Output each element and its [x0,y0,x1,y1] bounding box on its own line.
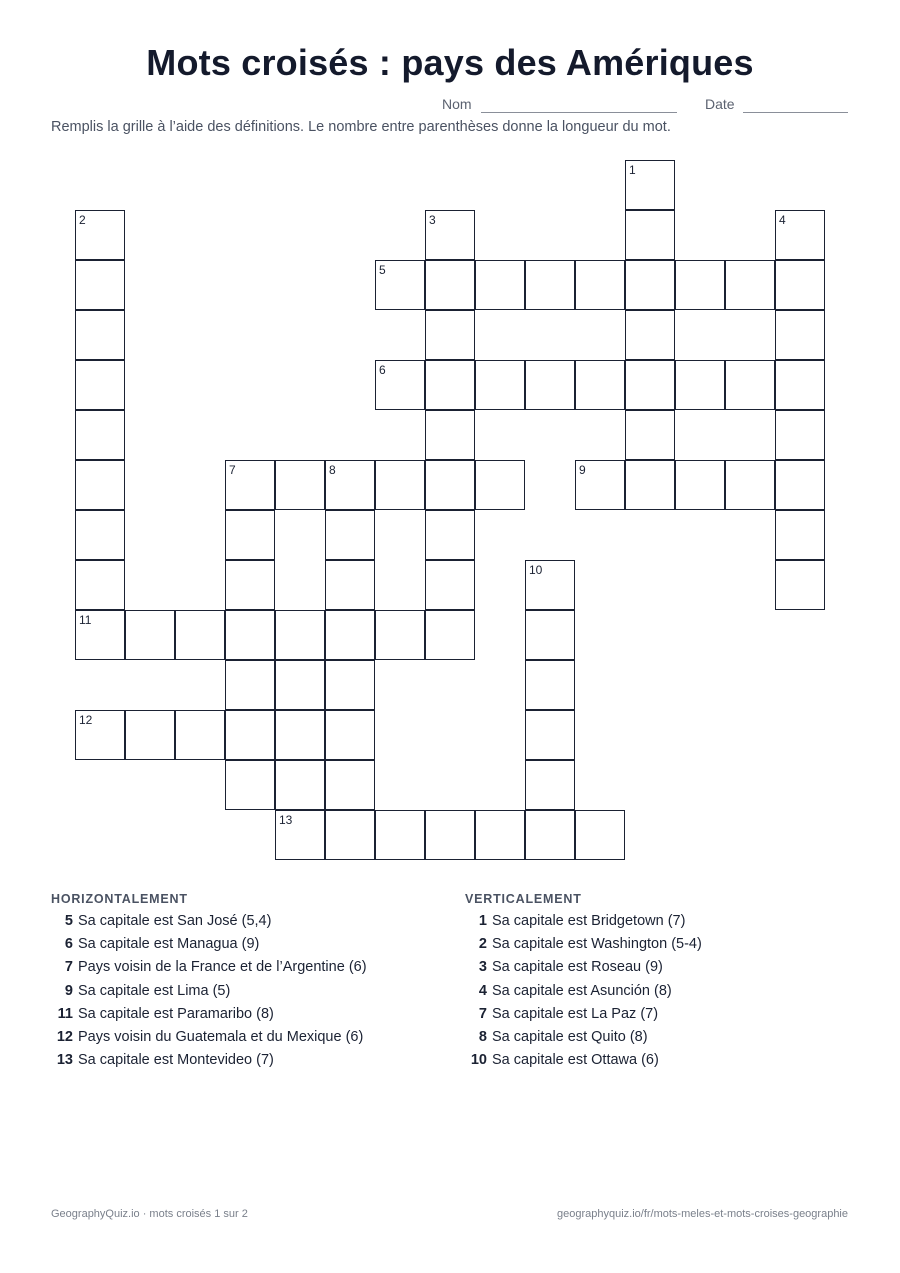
grid-cell[interactable] [425,510,475,560]
grid-cell[interactable] [375,360,425,410]
clue-number: 8 [478,1028,487,1045]
grid-cell[interactable] [575,260,625,310]
grid-cell[interactable] [225,710,275,760]
grid-cell[interactable] [625,410,675,460]
cell-number: 10 [529,563,543,577]
grid-cell[interactable] [75,460,125,510]
grid-cell[interactable] [775,310,825,360]
grid-cell[interactable] [325,610,375,660]
clue-number: 10 [470,1052,487,1069]
grid-cell[interactable] [125,610,175,660]
grid-cell[interactable] [375,610,425,660]
grid-cell[interactable] [625,210,675,260]
grid-cell[interactable] [325,660,375,710]
grid-cell[interactable] [625,460,675,510]
grid-cell[interactable] [325,510,375,560]
grid-cell[interactable] [375,460,425,510]
grid-cell[interactable] [125,710,175,760]
grid-cell[interactable] [275,810,325,860]
clue-text: Sa capitale est Bridgetown (7) [492,913,686,929]
clue-number: 1 [478,913,487,929]
grid-cell[interactable] [775,360,825,410]
grid-cell[interactable] [375,810,425,860]
clue-item [465,983,702,1006]
grid-cell[interactable] [175,710,225,760]
clue-text: Sa capitale est Lima (5) [78,982,231,999]
grid-cell[interactable] [775,260,825,310]
grid-cell[interactable] [525,760,575,810]
grid-cell[interactable] [225,760,275,810]
page-title: Mots croisés : pays des Amériques [146,42,754,83]
down-clue-list [465,913,702,1075]
grid-cell[interactable] [425,460,475,510]
grid-cell[interactable] [225,660,275,710]
grid-cell[interactable] [75,560,125,610]
clue-number: 11 [57,1005,73,1022]
grid-cell[interactable] [525,260,575,310]
instructions: Remplis la grille à l’aide des définitions. Le nombre entre parenthèses donne la longueur du mot. [51,119,671,135]
grid-cell[interactable] [325,810,375,860]
grid-cell[interactable] [775,510,825,560]
clue-text: Sa capitale est Managua (9) [78,936,260,953]
clue-text: Sa capitale est Asunción (8) [492,982,672,999]
grid-cell[interactable] [425,810,475,860]
grid-cell[interactable] [325,710,375,760]
grid-cell[interactable] [75,710,125,760]
grid-cell[interactable] [375,260,425,310]
grid-cell[interactable] [475,260,525,310]
grid-cell[interactable] [425,610,475,660]
grid-cell[interactable] [225,560,275,610]
grid-cell[interactable] [775,460,825,510]
grid-cell[interactable] [625,260,675,310]
footer-left: GeographyQuiz.io · mots croisés 1 sur 2 [51,1208,248,1220]
cell-number: 13 [279,813,293,827]
cell-number: 3 [429,213,436,227]
grid-cell[interactable] [75,610,125,660]
clue-item [51,959,367,982]
crossword-grid [75,160,825,860]
clue-text: Pays voisin du Guatemala et du Mexique (6) [78,1028,364,1045]
grid-cell[interactable] [775,410,825,460]
clue-number: 7 [478,1005,487,1022]
across-heading: HORIZONTALEMENT [51,892,188,906]
clue-text: Sa capitale est San José (5,4) [78,913,272,929]
clue-number: 12 [56,1028,73,1045]
grid-cell[interactable] [525,710,575,760]
clue-item [51,983,367,1006]
grid-cell[interactable] [275,660,325,710]
grid-cell[interactable] [225,510,275,560]
cell-number: 11 [79,613,92,627]
grid-cell[interactable] [425,310,475,360]
grid-cell[interactable] [625,310,675,360]
clue-text: Sa capitale est Washington (5-4) [492,936,702,953]
name-field-line[interactable] [481,112,677,113]
grid-cell[interactable] [575,360,625,410]
grid-cell[interactable] [475,810,525,860]
grid-cell[interactable] [775,560,825,610]
grid-cell[interactable] [75,510,125,560]
grid-cell[interactable] [275,610,325,660]
clue-item [465,936,702,959]
clue-number: 2 [478,936,487,953]
grid-cell[interactable] [625,360,675,410]
grid-cell[interactable] [675,460,725,510]
grid-cell[interactable] [275,710,325,760]
cell-number: 4 [779,213,786,227]
grid-cell[interactable] [475,460,525,510]
grid-cell[interactable] [275,460,325,510]
cell-number: 5 [379,263,386,277]
clue-number: 7 [64,959,73,976]
clue-number: 6 [64,936,73,953]
grid-cell[interactable] [75,410,125,460]
clue-item [51,1052,367,1075]
grid-cell[interactable] [425,360,475,410]
clue-number: 4 [478,982,487,999]
grid-cell[interactable] [525,360,575,410]
cell-number: 7 [229,463,236,477]
clue-item [465,1029,702,1052]
footer-right: geographyquiz.io/fr/mots-meles-et-mots-croises-geographie [556,1208,848,1220]
grid-cell[interactable] [425,260,475,310]
clue-text: Sa capitale est Paramaribo (8) [78,1005,274,1022]
name-label: Nom [442,96,472,112]
clue-number: 9 [64,982,73,999]
grid-cell[interactable] [225,610,275,660]
grid-cell[interactable] [525,660,575,710]
grid-cell[interactable] [425,410,475,460]
cell-number: 9 [579,463,586,477]
clue-item [465,959,702,982]
clue-text: Sa capitale est Montevideo (7) [78,1052,274,1069]
clue-number: 5 [64,913,73,929]
grid-cell[interactable] [225,460,275,510]
clue-item [465,1006,702,1029]
grid-cell[interactable] [325,760,375,810]
clue-item [51,936,367,959]
clue-text: Sa capitale est Quito (8) [492,1028,648,1045]
cell-number: 2 [79,213,86,227]
grid-cell[interactable] [175,610,225,660]
grid-cell[interactable] [525,810,575,860]
grid-cell[interactable] [75,310,125,360]
clue-item [51,913,367,936]
grid-cell[interactable] [275,760,325,810]
grid-cell[interactable] [575,460,625,510]
grid-cell[interactable] [75,210,125,260]
grid-cell[interactable] [425,210,475,260]
grid-cell[interactable] [75,260,125,310]
grid-cell[interactable] [675,360,725,410]
grid-cell[interactable] [325,560,375,610]
grid-cell[interactable] [75,360,125,410]
cell-number: 1 [629,163,636,177]
grid-cell[interactable] [325,460,375,510]
grid-cell[interactable] [725,260,775,310]
down-heading: VERTICALEMENT [465,892,582,906]
cell-number: 6 [379,363,386,377]
grid-cell[interactable] [625,160,675,210]
grid-cell[interactable] [425,560,475,610]
grid-cell[interactable] [775,210,825,260]
clue-number: 3 [478,959,487,976]
grid-cell[interactable] [525,560,575,610]
date-field-line[interactable] [743,112,848,113]
clue-text: Sa capitale est Roseau (9) [492,959,663,976]
grid-cell[interactable] [725,360,775,410]
clue-text: Sa capitale est Ottawa (6) [492,1052,659,1069]
clue-text: Pays voisin de la France et de l’Argentine (6) [78,959,367,976]
clue-text: Sa capitale est La Paz (7) [492,1005,659,1022]
clue-number: 13 [56,1052,73,1069]
grid-cell[interactable] [725,460,775,510]
cell-number: 8 [329,463,336,477]
cell-number: 12 [79,713,93,727]
date-label: Date [705,96,735,112]
grid-cell[interactable] [475,360,525,410]
grid-cell[interactable] [675,260,725,310]
clue-item [51,1006,367,1029]
clue-item [465,1052,702,1075]
across-clue-list [51,913,367,1075]
grid-cell[interactable] [525,610,575,660]
clue-item [51,1029,367,1052]
grid-cell[interactable] [575,810,625,860]
clue-item [465,913,702,936]
